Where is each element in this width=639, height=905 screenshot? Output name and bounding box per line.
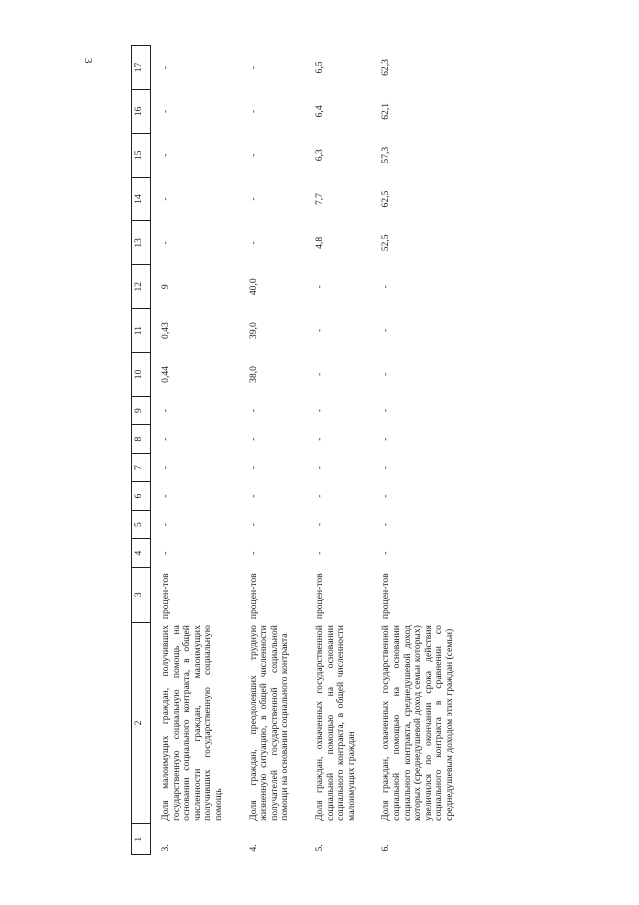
value-cell: 6,5 [313,61,325,74]
value-cell: - [313,551,325,555]
column-header-10: 10 [132,352,151,396]
indicators-table [131,45,469,855]
table-body [151,46,470,855]
value-cell: 0,44 [160,366,171,383]
value-cell: - [380,408,392,413]
value-cell: 62,1 [380,102,392,120]
value-cell: - [247,465,259,470]
value-cell: - [313,328,325,333]
value-cell: - [380,522,392,527]
value-cell: - [160,465,171,470]
value-cell: - [313,285,325,289]
value-cell: - [247,65,259,70]
value-cell: - [313,522,325,527]
value-cell: - [380,328,392,333]
table-row [305,46,371,855]
indicator-name: Доля граждан, охваченных государственной социальной помощью на основании социального контракта, в общей численности малоимущих граждан [313,625,357,821]
table-row [151,46,239,855]
value-cell: - [160,241,171,245]
column-header-4: 4 [132,539,151,568]
column-header-5: 5 [132,510,151,539]
value-cell: - [313,494,325,498]
value-cell: - [247,494,259,498]
row-number: 6. [380,844,392,852]
unit-cell: процен-тов [247,573,259,620]
value-cell: 6,3 [313,149,325,162]
unit-cell: процен-тов [380,573,392,620]
value-cell: - [380,372,392,377]
value-cell: 9 [160,284,171,290]
value-cell: - [247,437,259,441]
value-cell: 39,0 [247,322,259,339]
value-cell: - [160,437,171,441]
value-cell: - [380,285,392,289]
row-number: 5. [313,844,325,852]
indicator-name: Доля граждан, охваченных государственной социальной помощью на основании социального контракта, среднедушевой доход которых (среднедушевой доход семьи которых) увеличился по окончании срока действия социального контракта в сравнении со среднедушевым доходом этих граждан (семьи) [380,625,455,821]
value-cell: 62,3 [380,59,392,76]
indicator-name: Доля малоимущих граждан, получивших государственную социальную помощь на основании социального контракта, в общей численности граждан, малоимущих получивших государственную социальную помощь [160,625,224,821]
column-header-14: 14 [132,177,151,221]
column-header-3: 3 [132,567,151,622]
value-cell: 40,0 [247,278,259,296]
value-cell: - [313,465,325,470]
column-header-17: 17 [132,46,151,90]
value-cell: - [160,522,171,527]
value-cell: 62,5 [380,190,392,208]
value-cell: - [160,494,171,498]
column-header-12: 12 [132,265,151,309]
row-number: 4. [247,844,259,852]
value-cell: - [160,408,171,413]
value-cell: - [160,109,171,113]
value-cell: 52,5 [380,234,392,252]
value-cell: - [313,408,325,413]
value-cell: - [160,197,171,201]
value-cell: - [247,522,259,527]
value-cell: - [380,437,392,441]
column-header-16: 16 [132,89,151,133]
value-cell: - [247,153,259,157]
value-cell: - [247,197,259,201]
value-cell: - [160,65,171,70]
unit-cell: процен-тов [313,573,325,620]
value-cell: - [247,551,259,555]
table-row [239,46,305,855]
value-cell: - [313,437,325,441]
value-cell: 4,8 [313,236,325,249]
value-cell: - [380,494,392,498]
column-header-7: 7 [132,453,151,482]
value-cell: 38,0 [247,366,259,383]
column-header-13: 13 [132,221,151,265]
table-container [131,0,469,855]
value-cell: - [160,551,171,555]
column-header-15: 15 [132,133,151,177]
column-header-2: 2 [132,622,151,824]
value-cell: - [160,153,171,157]
value-cell: - [247,241,259,245]
column-header-8: 8 [132,425,151,454]
column-header-9: 9 [132,396,151,425]
value-cell: - [247,408,259,413]
column-header-11: 11 [132,309,151,353]
value-cell: 7,7 [313,193,325,206]
unit-cell: процен-тов [160,573,171,620]
column-header-row [132,46,151,855]
column-header-6: 6 [132,482,151,511]
table-row [371,46,469,855]
column-header-1: 1 [132,824,151,855]
indicator-name: Доля граждан, преодолевших трудную жизненную ситуацию, в общей численности получателей государственной социальной помощи на основании социального контракта [247,625,291,821]
value-cell: - [380,465,392,470]
value-cell: 0,43 [160,322,171,339]
value-cell: - [313,372,325,377]
value-cell: 6,4 [313,105,325,118]
value-cell: 57,3 [380,146,392,164]
page-number: 3 [82,58,94,64]
value-cell: - [380,551,392,555]
value-cell: - [247,109,259,113]
row-number: 3. [160,844,171,852]
